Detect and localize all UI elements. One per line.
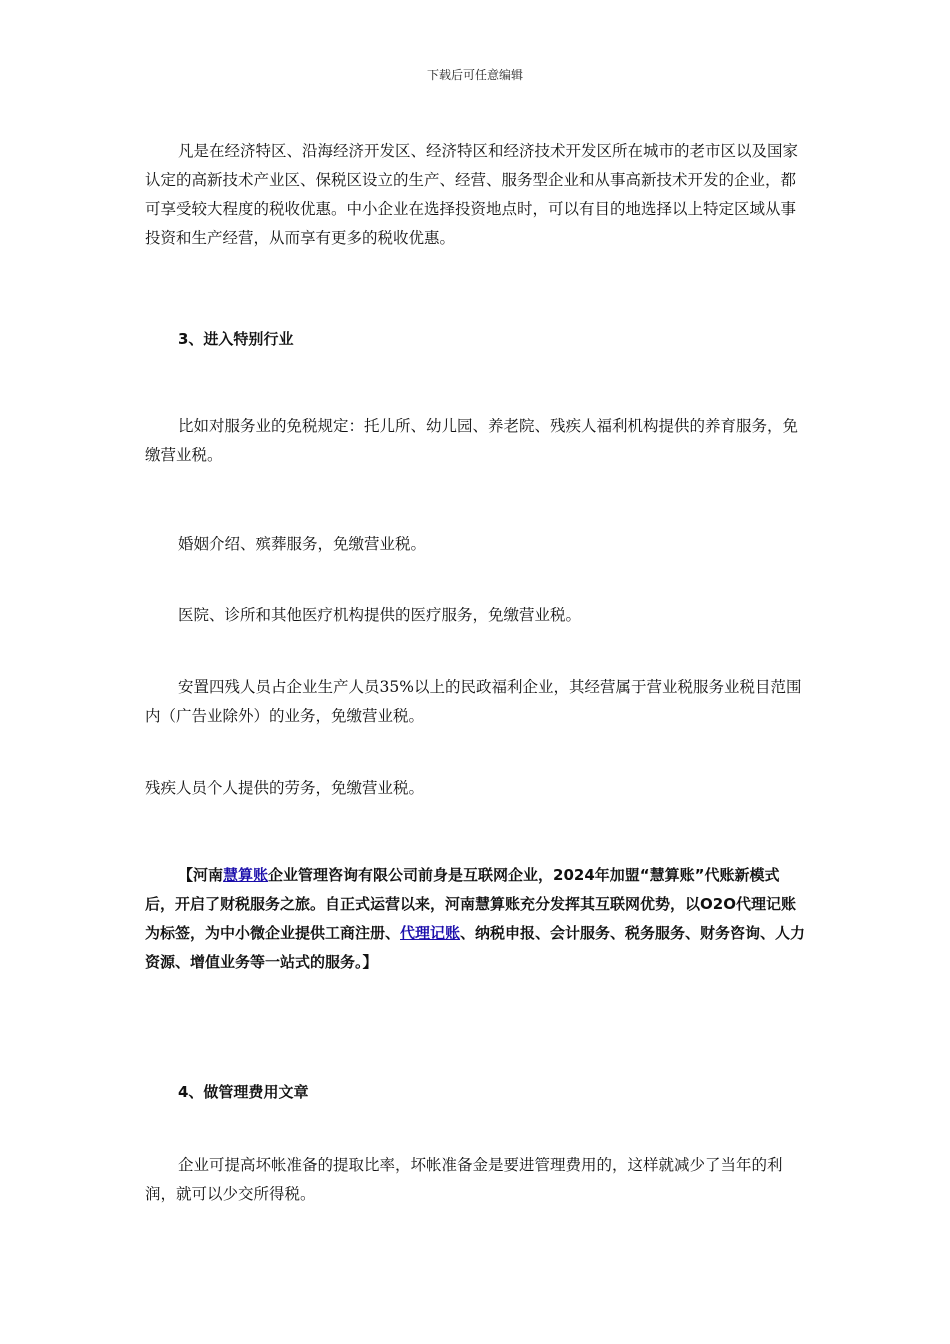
promo-text-1: 【河南 (178, 866, 224, 884)
promo-text-2: 企业管理咨询有限公司前身是互联网企业，2024年加盟“慧算账”代账新模式后，开启了财税服务之旅。自正式运营以来，河南慧算账充分发挥其互联网优势，以O2O代理记账为标签，为中小微企业提供工商注册、 (145, 866, 796, 942)
section-heading-3: 3、进入特别行业 (178, 330, 294, 348)
huisuanzhang-link[interactable]: 慧算账 (223, 866, 269, 884)
paragraph-special-zones: 凡是在经济特区、沿海经济开发区、经济特区和经济技术开发区所在城市的老市区以及国家认定的高新技术产业区、保税区设立的生产、经营、服务型企业和从事高新技术开发的企业，都可享受较大程度的税收优惠。中小企业在选择投资地点时，可以有目的地选择以上特定区域从事投资和生产经营，从而享有更多的税收优惠。 (145, 142, 799, 247)
paragraph-marriage-funeral: 婚姻介绍、殡葬服务，免缴营业税。 (178, 535, 427, 553)
paragraph-service-exemption: 比如对服务业的免税规定：托儿所、幼儿园、养老院、残疾人福利机构提供的养育服务，免缴营业税。 (145, 417, 799, 464)
paragraph-disabled-labor: 残疾人员个人提供的劳务，免缴营业税。 (145, 779, 425, 797)
promo-text-3: 、纳税申报、会计服务、税务服务、财务咨询、人力资源、增值业务等一站式的服务。】 (145, 924, 806, 971)
paragraph-disabled-welfare: 安置四残人员占企业生产人员35%以上的民政福利企业，其经营属于营业税服务业税目范围内（广告业除外）的业务，免缴营业税。 (145, 678, 802, 725)
bookkeeping-agency-link[interactable]: 代理记账 (400, 924, 461, 942)
paragraph-medical: 医院、诊所和其他医疗机构提供的医疗服务，免缴营业税。 (178, 606, 582, 624)
page-header: 下载后可任意编辑 (426, 68, 523, 82)
paragraph-bad-debt: 企业可提高坏帐准备的提取比率，坏帐准备金是要进管理费用的，这样就减少了当年的利润，就可以少交所得税。 (145, 1156, 783, 1203)
promo-paragraph (145, 861, 808, 977)
section-heading-4: 4、做管理费用文章 (178, 1083, 309, 1101)
